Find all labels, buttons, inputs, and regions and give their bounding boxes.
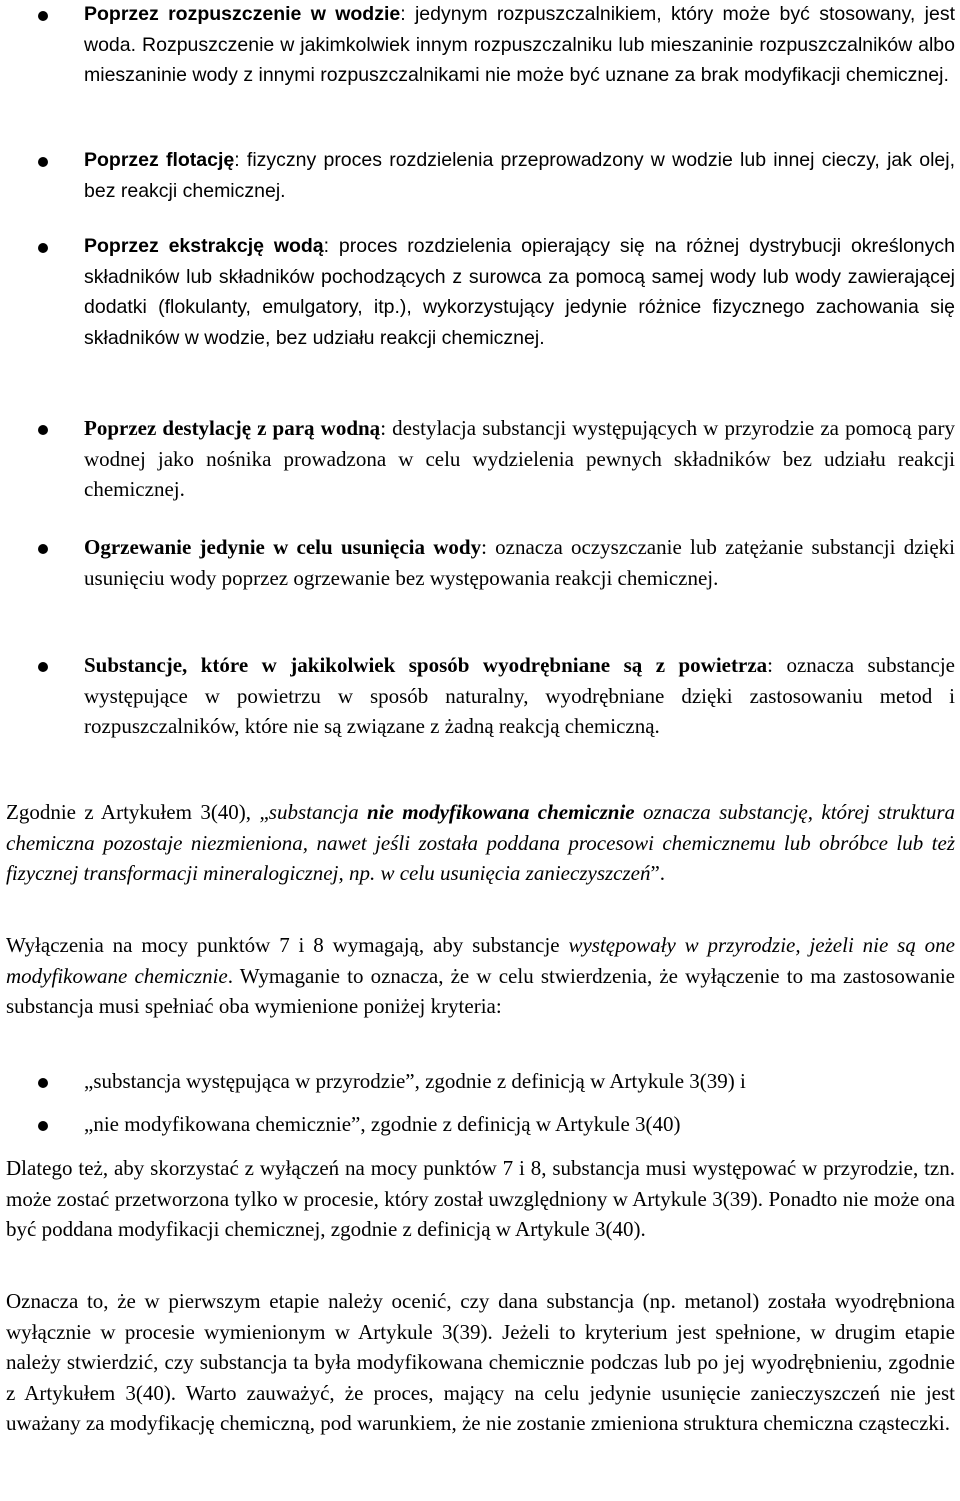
- definition-item-water-extraction: [84, 231, 955, 353]
- italic-text: substancja: [268, 800, 368, 824]
- paragraph-exclusions: [6, 930, 955, 1022]
- definition-item-steam-distillation: [84, 413, 955, 505]
- definition-item-dissolution: [84, 0, 955, 91]
- criterion-text: „nie modyfikowana chemicznie”, zgodnie z definicją w Artykule 3(40): [84, 1112, 681, 1136]
- definition-item-air-extraction: [84, 650, 955, 742]
- italic-text: oznacza substancję, której struktura chemiczna pozostaje niezmieniona, nawet jeśli została poddana procesowi chemicznemu lub obróbce lub też fizycznej transformacji mineralogicznej, np. w celu usunięcia zanieczyszczeń: [6, 800, 956, 885]
- definition-text: : destylacja substancji występujących w przyrodzie za pomocą pary wodnej jako nośnika prowadzona w celu wydzielenia pewnych składników bez udziału reakcji chemicznej.: [84, 416, 955, 501]
- italic-text: występowały w przyrodzie, jeżeli nie są one modyfikowane chemicznie: [6, 933, 955, 988]
- definition-text: : fizyczny proces rozdzielenia przeprowadzony w wodzie lub innej cieczy, jak olej, bez reakcji chemicznej.: [84, 149, 955, 202]
- paragraph-rest: . Wymaganie to oznacza, że w celu stwierdzenia, że wyłączenie to ma zastosowanie substancja musi spełniać oba wymienione poniżej kryteria:: [6, 963, 956, 1018]
- quote-close: ”.: [650, 861, 666, 885]
- definition-term: Ogrzewanie jedynie w celu usunięcia wody: [84, 535, 482, 559]
- bullet-icon: [38, 11, 48, 21]
- paragraph-lead: Zgodnie z Artykułem 3(40),: [6, 800, 260, 824]
- definition-text: : oznacza substancje występujące w powietrzu w sposób naturalny, wyodrębniane dzięki zastosowaniu metod i rozpuszczalników, które nie są związane z żadną reakcją chemiczną.: [84, 653, 955, 738]
- paragraph-article-3-40: [6, 797, 955, 889]
- bullet-icon: [38, 1121, 48, 1131]
- bullet-icon: [38, 1078, 48, 1088]
- bullet-icon: [38, 157, 48, 167]
- criterion-text: „substancja występująca w przyrodzie”, zgodnie z definicją w Artykule 3(39) i: [84, 1069, 746, 1093]
- definition-text: : proces rozdzielenia opierający się na różnej dystrybucji określonych składników lub składników pochodzących z surowca za pomocą samej wody lub wody zawierającej dodatki (flokulanty, emulgatory, itp.), wykorzystujący jedynie różnice fizycznego zachowania się składników w wodzie, bez udziału reakcji chemicznej.: [84, 235, 955, 349]
- definition-text: : jedynym rozpuszczalnikiem, który może być stosowany, jest woda. Rozpuszczenie w jakimkolwiek innym rozpuszczalniku lub mieszaninie rozpuszczalników albo mieszaninie wody z innymi rozpuszczalnikami nie może być uznane za brak modyfikacji chemicznej.: [84, 3, 956, 86]
- paragraph-text: Dlatego też, aby skorzystać z wyłączeń na mocy punktów 7 i 8, substancja musi występować w przyrodzie, tzn. może zostać przetworzona tylko w procesie, który został uwzględniony w Artykule 3(39). Ponadto nie może ona być poddana modyfikacji chemicznej, zgodnie z definicją w Artykule 3(40).: [6, 1156, 955, 1241]
- bullet-icon: [38, 662, 48, 672]
- paragraph-lead: Wyłączenia na mocy punktów 7 i 8 wymagają, aby substancje: [6, 933, 569, 957]
- definition-term: Poprzez destylację z parą wodną: [84, 416, 381, 440]
- quote-open: „: [259, 800, 269, 824]
- criterion-item-natural-occurrence: [84, 1066, 955, 1097]
- definition-item-flotation: [84, 145, 955, 206]
- bullet-icon: [38, 243, 48, 253]
- criterion-item-not-modified: [84, 1109, 955, 1140]
- definition-text: : oznacza oczyszczanie lub zatężanie substancji dzięki usunięciu wody poprzez ogrzewanie bez występowania reakcji chemicznej.: [84, 535, 956, 590]
- definition-item-heating: [84, 532, 955, 593]
- bullet-icon: [38, 425, 48, 435]
- bullet-icon: [38, 544, 48, 554]
- definition-term: Substancje, które w jakikolwiek sposób wyodrębniane są z powietrza: [84, 653, 768, 677]
- definition-term: Poprzez rozpuszczenie w wodzie: [84, 3, 401, 25]
- paragraph-therefore: [6, 1153, 955, 1245]
- paragraph-meaning: [6, 1286, 955, 1439]
- emphasis-term: nie modyfikowana chemicznie: [367, 800, 635, 824]
- paragraph-text: Oznacza to, że w pierwszym etapie należy ocenić, czy dana substancja (np. metanol) została wyodrębniona wyłącznie w procesie wymienionym w Artykule 3(39). Jeżeli to kryterium jest spełnione, w drugim etapie należy stwierdzić, czy substancja ta była modyfikowana chemicznie podczas lub po jej wyodrębnieniu, zgodnie z Artykułem 3(40). Warto zauważyć, że proces, mający na celu jedynie usunięcie zanieczyszczeń nie jest uważany za modyfikację chemiczną, pod warunkiem, że nie zostanie zmieniona struktura chemiczna cząsteczki.: [6, 1289, 955, 1435]
- definition-term: Poprzez flotację: [84, 149, 235, 171]
- definition-term: Poprzez ekstrakcję wodą: [84, 235, 324, 257]
